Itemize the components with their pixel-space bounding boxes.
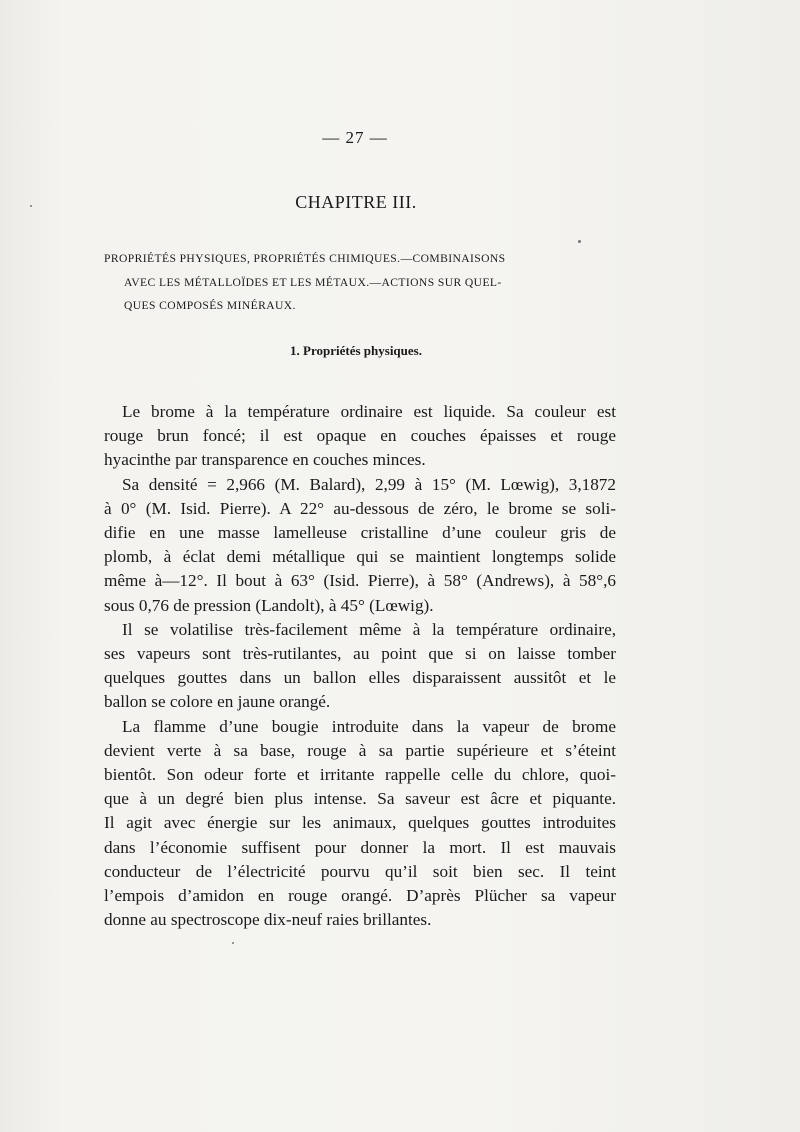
- chapter-subtitle-line: QUES COMPOSÉS MINÉRAUX.: [124, 299, 296, 312]
- text-line: La flamme d’une bougie introduite dans la vapeur de brome: [122, 716, 616, 736]
- section-heading: 1. Propriétés physiques.: [290, 343, 422, 358]
- chapter-title: CHAPITRE III.: [295, 192, 417, 212]
- text-line: que à un degré bien plus intense. Sa saveur est âcre et piquante.: [104, 789, 616, 809]
- scan-speck: [30, 205, 32, 207]
- text-line: donne au spectroscope dix-neuf raies brillantes.: [104, 910, 432, 930]
- chapter-subtitle-line: AVEC LES MÉTALLOÏDES ET LES MÉTAUX.—ACTIONS SUR QUEL-: [124, 275, 502, 289]
- text-line: à 0° (M. Isid. Pierre). A 22° au-dessous de zéro, le brome se soli-: [104, 498, 616, 518]
- page-number: — 27 —: [322, 128, 388, 147]
- text-line: Il agit avec énergie sur les animaux, quelques gouttes introduites: [104, 813, 616, 833]
- text-line: Il se volatilise très-facilement même à la température ordinaire,: [122, 619, 616, 639]
- text-line: conducteur de l’électricité pourvu qu’il soit bien sec. Il teint: [104, 861, 616, 881]
- body-text: [104, 400, 616, 932]
- text-line: rouge brun foncé; il est opaque en couches épaisses et rouge: [104, 426, 616, 446]
- text-line: sous 0,76 de pression (Landolt), à 45° (Lœwig).: [104, 595, 434, 615]
- text-line: Le brome à la température ordinaire est liquide. Sa couleur est: [122, 402, 616, 421]
- text-line: l’empois d’amidon en rouge orangé. D’après Plücher sa vapeur: [104, 886, 616, 906]
- text-line: hyacinthe par transparence en couches minces.: [104, 450, 426, 470]
- text-line: ballon se colore en jaune orangé.: [104, 692, 331, 712]
- scan-speck: [578, 240, 581, 243]
- text-line: dans l’économie suffisent pour donner la mort. Il est mauvais: [104, 837, 616, 857]
- text-line: Sa densité = 2,966 (M. Balard), 2,99 à 15° (M. Lœwig), 3,1872: [122, 474, 616, 494]
- text-line: même à—12°. Il bout à 63° (Isid. Pierre), à 58° (Andrews), à 58°,6: [104, 571, 616, 591]
- text-line: plomb, à éclat demi métallique qui se maintient longtemps solide: [104, 547, 616, 567]
- scan-speck: [232, 942, 234, 944]
- text-line: devient verte à sa base, rouge à sa partie supérieure et s’éteint: [104, 740, 616, 760]
- text-line: ses vapeurs sont très-rutilantes, au point que si on laisse tomber: [104, 644, 616, 664]
- text-line: difie en une masse lamelleuse cristalline d’une couleur gris de: [104, 523, 616, 543]
- text-line: quelques gouttes dans un ballon elles disparaissent aussitôt et le: [104, 668, 616, 688]
- text-line: bientôt. Son odeur forte et irritante rappelle celle du chlore, quoi-: [104, 765, 616, 785]
- chapter-subtitle-line: PROPRIÉTÉS PHYSIQUES, PROPRIÉTÉS CHIMIQUES.—COMBINAISONS: [104, 252, 506, 265]
- chapter-subtitle: [104, 247, 616, 318]
